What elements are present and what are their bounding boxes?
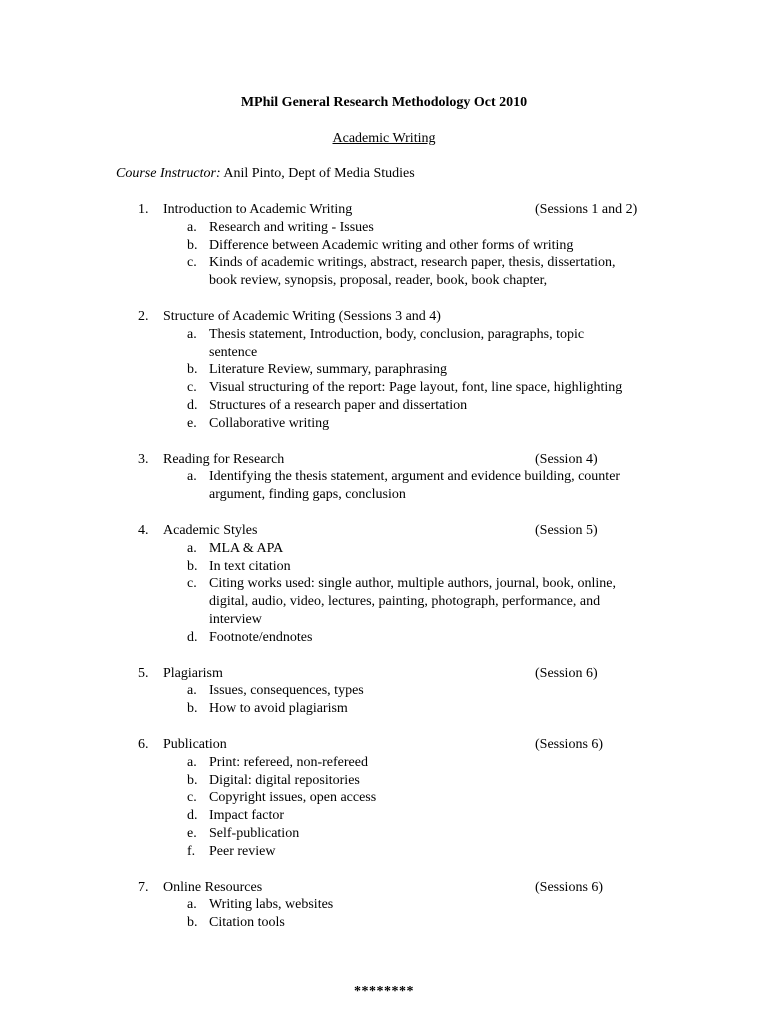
section-title: Publication — [163, 736, 227, 752]
course-instructor — [116, 165, 415, 183]
list-item — [0, 237, 768, 255]
item-text: Copyright issues, open access — [209, 790, 377, 806]
item-letter: d. — [187, 397, 198, 413]
course-section — [0, 308, 768, 433]
section-title: Structure of Academic Writing (Sessions 3 and 4) — [163, 308, 441, 324]
item-text: Citing works used: single author, multiple authors, journal, book, online, digital, audio, video, lectures, painting, photograph, performance, and interview — [209, 576, 616, 627]
item-letter: a. — [187, 754, 197, 770]
item-text: Digital: digital repositories — [209, 772, 360, 788]
item-letter: d. — [187, 808, 198, 824]
section-session: (Sessions 1 and 2) — [535, 202, 638, 217]
item-letter: b. — [187, 915, 198, 931]
item-text: Writing labs, websites — [209, 897, 334, 913]
item-text: In text citation — [209, 558, 291, 574]
item-text: Research and writing - Issues — [209, 219, 374, 235]
item-text: Identifying the thesis statement, argument and evidence building, counter argument, finding gaps, conclusion — [209, 469, 621, 503]
item-letter: e. — [187, 415, 197, 431]
section-heading — [0, 451, 768, 469]
item-letter: c. — [187, 790, 197, 806]
section-heading — [0, 308, 768, 326]
section-title: Reading for Research — [163, 451, 285, 467]
item-letter: b. — [187, 701, 198, 717]
list-item — [0, 219, 768, 237]
item-letter: a. — [187, 540, 197, 556]
section-title: Plagiarism — [163, 665, 223, 681]
section-session: (Sessions 6) — [535, 879, 604, 895]
item-letter: a. — [187, 219, 197, 235]
item-text: Issues, consequences, types — [209, 683, 364, 699]
instructor-value: Anil Pinto, Dept of Media Studies — [220, 166, 415, 181]
list-item — [0, 700, 768, 718]
course-section — [0, 201, 768, 290]
item-text: Difference between Academic writing and other forms of writing — [209, 237, 574, 253]
list-item — [0, 807, 768, 825]
document-title: MPhil General Research Methodology Oct 2010 — [240, 95, 528, 110]
list-item — [0, 825, 768, 843]
item-letter: d. — [187, 629, 198, 645]
list-item — [0, 558, 768, 576]
list-item — [0, 254, 768, 290]
course-section — [0, 451, 768, 504]
footer-stars: ******** — [354, 984, 414, 999]
instructor-label: Course Instructor: — [116, 166, 221, 181]
item-text: Literature Review, summary, paraphrasing — [209, 362, 448, 378]
item-letter: b. — [187, 362, 198, 378]
item-letter: e. — [187, 825, 197, 841]
list-item — [0, 789, 768, 807]
list-item — [0, 540, 768, 558]
section-heading — [0, 665, 768, 683]
item-text: Footnote/endnotes — [209, 629, 313, 645]
item-text: Kinds of academic writings, abstract, research paper, thesis, dissertation, book review, synopsis, proposal, reader, book, book chapter, — [209, 255, 616, 289]
item-text: Peer review — [209, 843, 276, 859]
item-letter: c. — [187, 255, 197, 271]
item-letter: b. — [187, 772, 198, 788]
course-section — [0, 736, 768, 861]
item-text: Print: refereed, non-refereed — [209, 754, 368, 770]
item-text: Structures of a research paper and dissertation — [209, 397, 468, 413]
list-item — [0, 379, 768, 397]
list-item — [0, 896, 768, 914]
item-letter: a. — [187, 469, 197, 485]
section-heading — [0, 201, 768, 219]
item-letter: f. — [187, 843, 196, 859]
item-text: Thesis statement, Introduction, body, conclusion, paragraphs, topic sentence — [209, 326, 585, 360]
document-subtitle: Academic Writing — [332, 131, 436, 146]
item-letter: a. — [187, 683, 197, 699]
section-session: (Session 5) — [535, 522, 598, 538]
section-number: 2. — [138, 308, 149, 324]
item-letter: c. — [187, 576, 197, 592]
section-session: (Sessions 6) — [535, 736, 604, 752]
list-item — [0, 682, 768, 700]
section-number: 1. — [138, 202, 149, 217]
item-text: Citation tools — [209, 915, 285, 931]
item-text: Visual structuring of the report: Page layout, font, line space, highlighting — [209, 380, 623, 396]
section-heading — [0, 736, 768, 754]
list-item — [0, 415, 768, 433]
section-number: 7. — [138, 879, 149, 895]
list-item — [0, 843, 768, 861]
section-number: 5. — [138, 665, 149, 681]
section-title: Introduction to Academic Writing — [163, 202, 353, 217]
section-number: 3. — [138, 451, 149, 467]
section-session: (Session 6) — [535, 665, 598, 681]
item-text: Impact factor — [209, 808, 285, 824]
section-number: 4. — [138, 522, 149, 538]
list-item — [0, 629, 768, 647]
item-letter: c. — [187, 380, 197, 396]
list-item — [0, 361, 768, 379]
item-text: How to avoid plagiarism — [209, 701, 348, 717]
section-heading — [0, 879, 768, 897]
list-item — [0, 575, 768, 628]
course-section — [0, 665, 768, 718]
list-item — [0, 914, 768, 932]
course-sections — [0, 201, 768, 950]
item-letter: a. — [187, 897, 197, 913]
section-session: (Session 4) — [535, 451, 598, 467]
item-text: MLA & APA — [209, 540, 284, 556]
course-section — [0, 879, 768, 932]
list-item — [0, 754, 768, 772]
list-item — [0, 772, 768, 790]
course-section — [0, 522, 768, 647]
section-title: Online Resources — [163, 879, 263, 895]
list-item — [0, 326, 768, 362]
section-number: 6. — [138, 736, 149, 752]
item-text: Self-publication — [209, 825, 300, 841]
item-letter: b. — [187, 237, 198, 253]
list-item — [0, 397, 768, 415]
item-letter: a. — [187, 326, 197, 342]
item-text: Collaborative writing — [209, 415, 330, 431]
section-title: Academic Styles — [163, 522, 258, 538]
list-item — [0, 468, 768, 504]
section-heading — [0, 522, 768, 540]
item-letter: b. — [187, 558, 198, 574]
